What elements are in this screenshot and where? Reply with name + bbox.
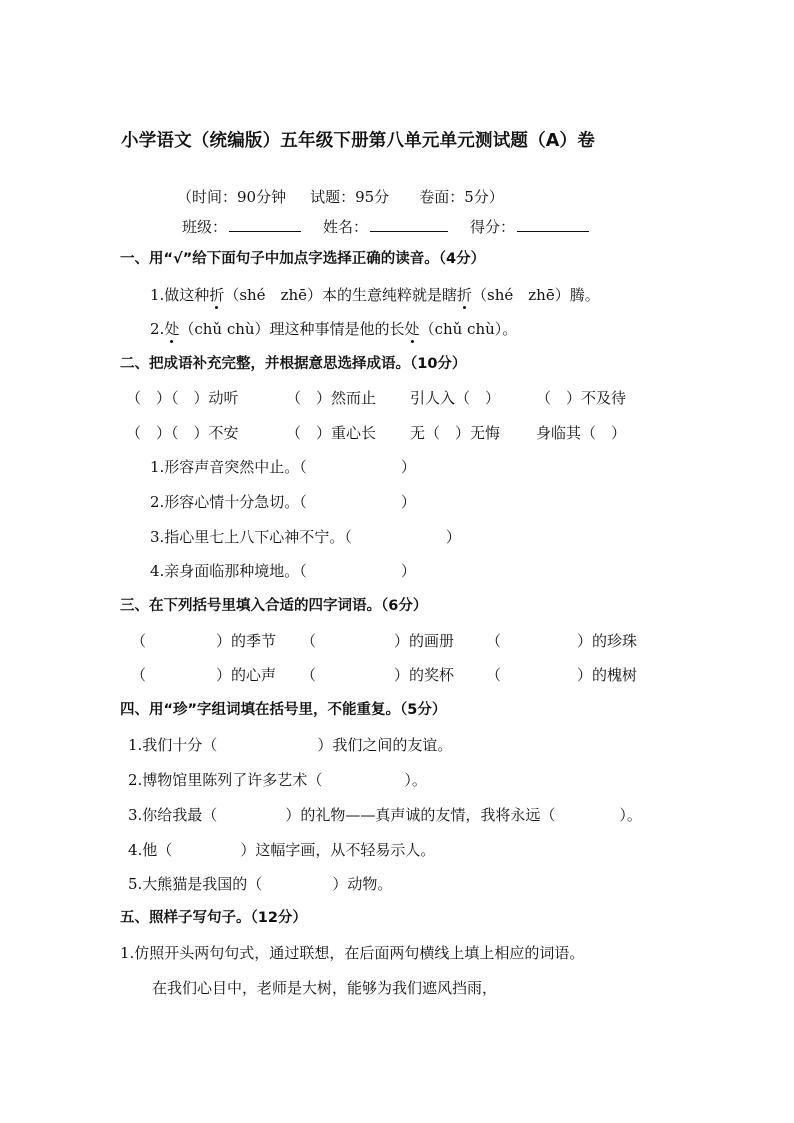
exam-info-line	[177, 190, 504, 205]
fill-item[interactable]: （ ）的奖杯	[301, 666, 455, 684]
q-text: 的画册	[409, 632, 455, 650]
q-text: 的季节	[231, 632, 277, 650]
q-text: ）	[400, 562, 416, 580]
q-text: ）的礼物——真声诚的友情，我将永远（	[285, 806, 556, 824]
q-text: 5.大熊猫是我国的（	[128, 875, 263, 893]
sec2-item-1	[150, 460, 416, 475]
result-label: 得分：	[470, 218, 516, 236]
score-info: 试题：95分	[310, 188, 390, 206]
q-text: （chǔ chù）理这种事情是他的长	[179, 320, 405, 338]
q-text: 2.博物馆里陈列了许多艺术（	[128, 771, 323, 789]
sec4-question-2	[128, 773, 427, 788]
idiom-item[interactable]: （ ）（ ）动听	[126, 389, 239, 407]
fill-item[interactable]: （ ）的画册	[301, 632, 455, 650]
sec5-question-1: 1.仿照开头两句句式，通过联想，在后面两句横线上填上相应的词语。	[120, 944, 585, 962]
q-text: 3.指心里七上八下心神不宁。（	[150, 528, 352, 546]
q-text: ）	[400, 458, 416, 476]
idiom-item[interactable]: （ ）然而止	[286, 389, 377, 407]
q-text: （shé zhē）本的生意纯粹就是瞎	[224, 286, 458, 304]
sec1-question-1	[150, 288, 600, 303]
sec2-item-4	[150, 564, 416, 579]
sec2-item-2	[150, 495, 416, 510]
idiom-item[interactable]: （ ）重心长	[286, 424, 377, 442]
page-title: 小学语文（统编版）五年级下册第八单元单元测试题（A）卷	[121, 131, 595, 151]
sec4-question-3	[128, 808, 642, 823]
section-4-heading: 四、用“珍”字组词填在括号里，不能重复。（5分）	[120, 702, 447, 718]
q-text: 2.形容心情十分急切。（	[150, 493, 307, 511]
fill-item[interactable]: （ ）的珍珠	[486, 632, 638, 650]
q-text: 的心声	[231, 666, 277, 684]
section-2-heading: 二、把成语补充完整，并根据意思选择成语。（10分）	[120, 356, 467, 372]
q-text: 4.亲身面临那种境地。（	[150, 562, 307, 580]
q-text: ）	[445, 528, 461, 546]
section-1-heading: 一、用“√”给下面句子中加点字选择正确的读音。（4分）	[120, 251, 486, 267]
sec1-question-2	[150, 322, 517, 337]
q-text: ）这幅字画，从不轻易示人。	[240, 841, 436, 859]
section-3-heading: 三、在下列括号里填入合适的四字词语。（6分）	[120, 598, 428, 614]
q-text: ）我们之间的友谊。	[317, 736, 453, 754]
fill-item[interactable]: （ ）的槐树	[486, 666, 638, 684]
q-text: ）。	[619, 806, 642, 824]
score-blank[interactable]	[517, 230, 589, 232]
q-text: （shé zhē）腾。	[472, 286, 600, 304]
dotted-char: 折	[209, 286, 225, 304]
q-text: （chǔ chù）。	[419, 320, 518, 338]
sec4-question-1	[128, 738, 452, 753]
fill-item[interactable]: （ ）的季节	[131, 632, 277, 650]
fill-item[interactable]: （ ）的心声	[131, 666, 277, 684]
dotted-char: 折	[457, 286, 473, 304]
q-text: ）	[400, 493, 416, 511]
q-text: 1.我们十分（	[128, 736, 218, 754]
q-text: 1.形容声音突然中止。（	[150, 458, 307, 476]
sec5-example: 在我们心目中，老师是大树，能够为我们遮风挡雨，	[152, 979, 498, 997]
q-text: ）动物。	[332, 875, 393, 893]
idiom-item[interactable]: 无（ ）无悔	[410, 424, 501, 442]
q-text: 的奖杯	[409, 666, 455, 684]
class-label: 班级：	[182, 218, 228, 236]
q-text: 1.做这种	[150, 286, 210, 304]
idiom-item[interactable]: （ ）不及待	[536, 389, 627, 407]
name-blank[interactable]	[370, 230, 448, 232]
q-text: 的槐树	[592, 666, 638, 684]
q-text: 3.你给我最（	[128, 806, 218, 824]
idiom-item[interactable]: （ ）（ ）不安	[126, 424, 239, 442]
idiom-item[interactable]: 引人入（ ）	[410, 389, 501, 407]
sec4-question-4	[128, 843, 435, 858]
section-5-heading: 五、照样子写句子。（12分）	[120, 910, 307, 926]
q-text: 2.	[150, 320, 165, 338]
sec4-question-5	[128, 877, 392, 892]
q-text: 4.他（	[128, 841, 173, 859]
student-info-line	[182, 220, 589, 235]
sec2-item-3	[150, 530, 461, 545]
q-text: ）。	[404, 771, 427, 789]
neatness-info: 卷面：5分）	[419, 188, 504, 206]
time-info: （时间：90分钟	[177, 188, 287, 206]
dotted-char: 处	[164, 320, 180, 338]
class-blank[interactable]	[229, 230, 301, 232]
idiom-item[interactable]: 身临其（ ）	[536, 424, 627, 442]
q-text: 的珍珠	[592, 632, 638, 650]
name-label: 姓名：	[323, 218, 369, 236]
dotted-char: 处	[404, 320, 420, 338]
